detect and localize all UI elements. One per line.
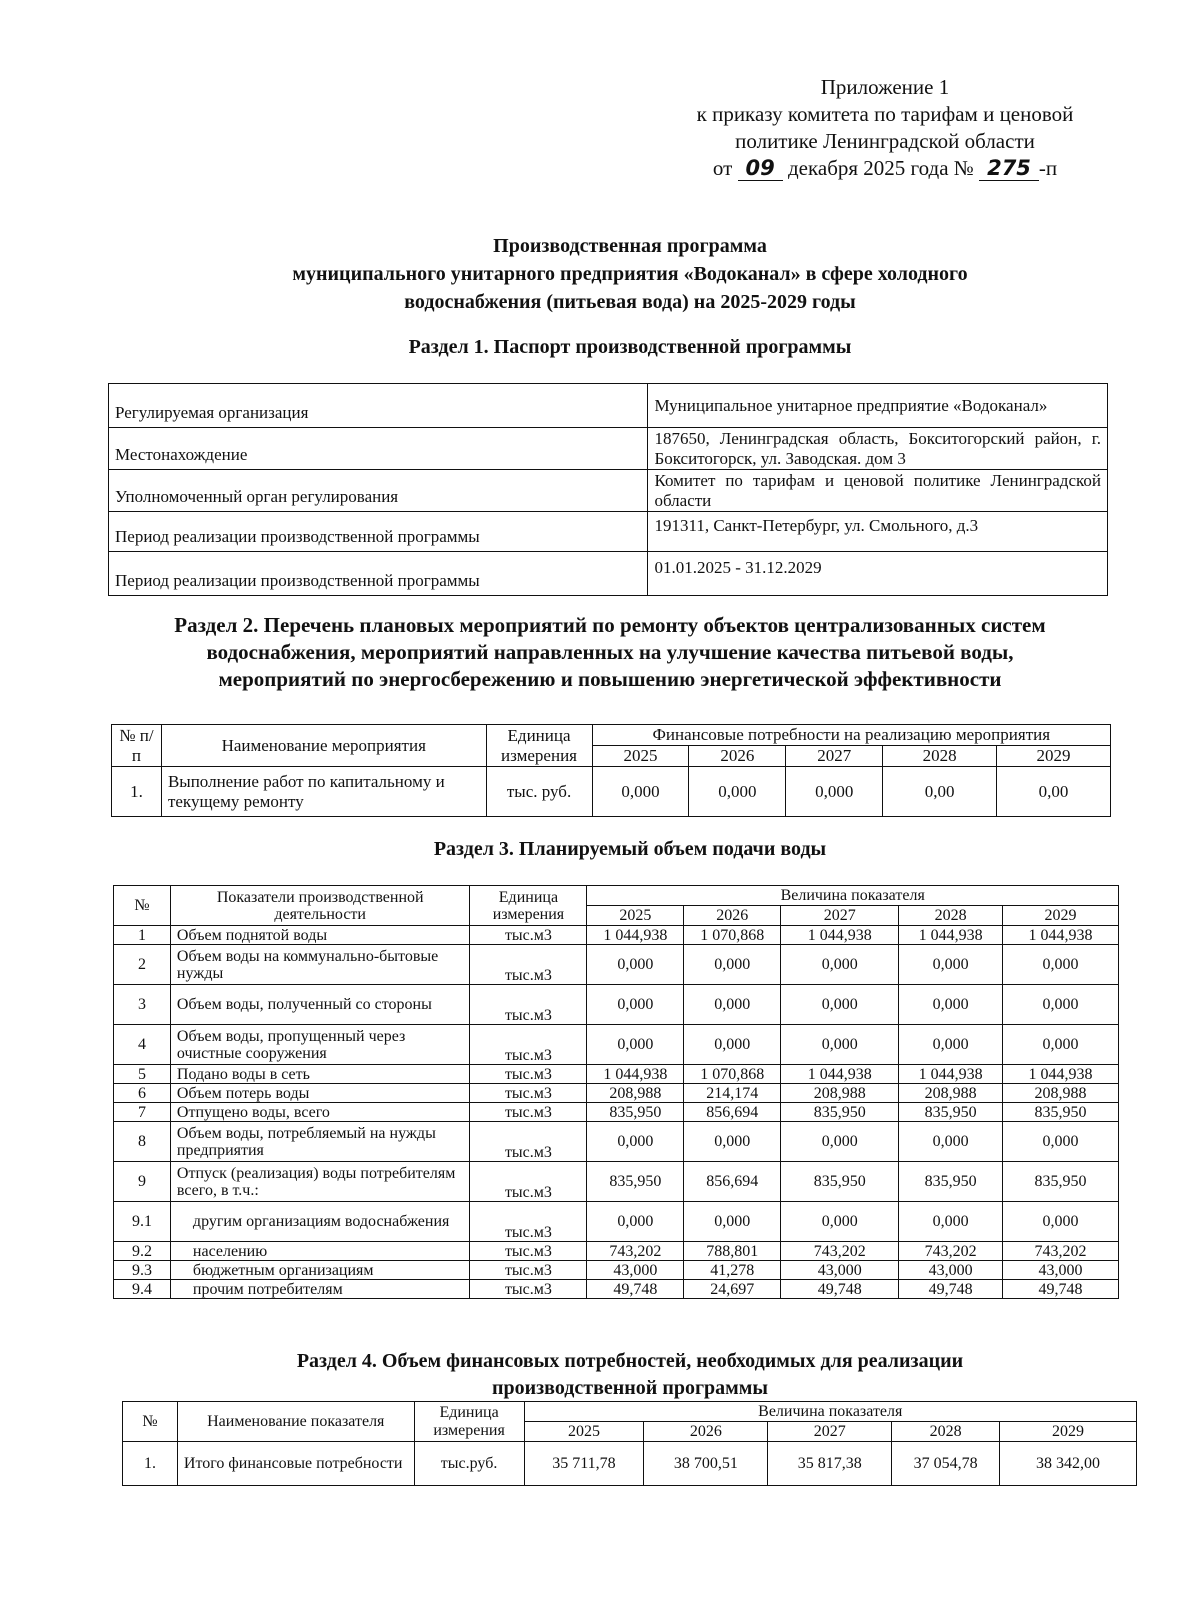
- table-row: [114, 1103, 1119, 1122]
- cell-value: 743,202: [587, 1242, 684, 1261]
- col-header-num: №: [114, 886, 171, 926]
- cell-value: 0,000: [1003, 1122, 1119, 1162]
- passport-value: Муниципальное унитарное предприятие «Водоканал»: [648, 384, 1108, 428]
- header-row: [114, 886, 1119, 906]
- section2-title-line-3: мероприятий по энергосбережению и повышению энергетической эффективности: [218, 667, 1002, 691]
- cell-value: 49,748: [899, 1280, 1003, 1299]
- col-header-year: 2029: [1000, 1422, 1137, 1442]
- order-suffix: -п: [1038, 156, 1058, 180]
- cell-num: 9.3: [114, 1261, 171, 1280]
- cell-value: 0,000: [587, 1122, 684, 1162]
- passport-label: Уполномоченный орган регулирования: [109, 470, 648, 512]
- table-row: [112, 767, 1111, 817]
- cell-value: 1 044,938: [899, 926, 1003, 945]
- cell-value: 38 342,00: [1000, 1442, 1137, 1486]
- document-title: [150, 232, 1110, 316]
- table-row: [109, 384, 1108, 428]
- appendix-line-1: Приложение 1: [820, 75, 950, 99]
- table-row: [114, 1280, 1119, 1299]
- cell-value: 835,950: [781, 1162, 899, 1202]
- cell-num: 5: [114, 1065, 171, 1084]
- cell-value: 0,000: [684, 1202, 781, 1242]
- cell-value: 41,278: [684, 1261, 781, 1280]
- col-header-group: Финансовые потребности на реализацию мероприятия: [592, 725, 1111, 746]
- cell-value: 208,988: [781, 1084, 899, 1103]
- section2-title-line-1: Раздел 2. Перечень плановых мероприятий по ремонту объектов централизованных систем: [174, 613, 1046, 637]
- cell-value: 0,000: [899, 985, 1003, 1025]
- title-line-2: муниципального унитарного предприятия «Водоканал» в сфере холодного: [292, 263, 968, 285]
- cell-value: 788,801: [684, 1242, 781, 1261]
- col-header-year: 2028: [899, 906, 1003, 926]
- cell-num: 6: [114, 1084, 171, 1103]
- title-line-1: Производственная программа: [493, 235, 767, 257]
- cell-value: 1 070,868: [684, 1065, 781, 1084]
- cell-value: 208,988: [1003, 1084, 1119, 1103]
- col-header-year: 2028: [892, 1422, 1000, 1442]
- section4-title: [150, 1348, 1110, 1402]
- cell-unit: тыс.м3: [470, 926, 587, 945]
- cell-unit: тыс.м3: [470, 1242, 587, 1261]
- col-header-unit: Единица измерения: [414, 1402, 524, 1442]
- col-header-year: 2029: [997, 746, 1111, 767]
- cell-value: 1 044,938: [1003, 926, 1119, 945]
- header-row: [123, 1402, 1137, 1422]
- cell-value: 835,950: [1003, 1162, 1119, 1202]
- cell-name: Выполнение работ по капитальному и текущему ремонту: [161, 767, 486, 817]
- passport-value: 01.01.2025 - 31.12.2029: [648, 552, 1108, 596]
- cell-value: 214,174: [684, 1084, 781, 1103]
- cell-value: 856,694: [684, 1162, 781, 1202]
- col-header-year: 2025: [524, 1422, 644, 1442]
- water-supply-table-body: [114, 926, 1119, 1299]
- cell-value: 835,950: [899, 1103, 1003, 1122]
- col-header-year: 2027: [768, 1422, 892, 1442]
- cell-value: 743,202: [899, 1242, 1003, 1261]
- cell-value: 0,000: [899, 1025, 1003, 1065]
- cell-value: 0,000: [781, 1122, 899, 1162]
- col-header-group: Величина показателя: [587, 886, 1119, 906]
- cell-unit: тыс. руб.: [486, 767, 592, 817]
- col-header-group: Величина показателя: [524, 1402, 1136, 1422]
- col-header-unit: Единица измерения: [470, 886, 587, 926]
- cell-num: 2: [114, 945, 171, 985]
- appendix-line-3: политике Ленинградской области: [735, 129, 1035, 153]
- cell-value: 0,000: [781, 945, 899, 985]
- cell-value: 743,202: [1003, 1242, 1119, 1261]
- cell-value: 743,202: [781, 1242, 899, 1261]
- title-line-3: водоснабжения (питьевая вода) на 2025-2029 годы: [404, 291, 856, 313]
- cell-value: 856,694: [684, 1103, 781, 1122]
- col-header-num: №: [123, 1402, 178, 1442]
- cell-value: 43,000: [899, 1261, 1003, 1280]
- cell-unit: тыс.м3: [470, 1162, 587, 1202]
- cell-name: Объем воды, потребляемый на нужды предприятия: [170, 1122, 470, 1162]
- cell-num: 7: [114, 1103, 171, 1122]
- cell-name: населению: [170, 1242, 470, 1261]
- cell-value: 49,748: [781, 1280, 899, 1299]
- cell-num: 1.: [123, 1442, 178, 1486]
- col-header-name: Показатели производственной деятельности: [170, 886, 470, 926]
- table-row: [114, 1122, 1119, 1162]
- cell-value: 1 044,938: [899, 1065, 1003, 1084]
- table-row: [114, 1202, 1119, 1242]
- table-row: [109, 428, 1108, 470]
- cell-value: 208,988: [587, 1084, 684, 1103]
- cell-value: 0,000: [587, 985, 684, 1025]
- cell-num: 3: [114, 985, 171, 1025]
- col-header-unit: Единица измерения: [486, 725, 592, 767]
- cell-value: 0,000: [781, 1025, 899, 1065]
- table-row: [114, 926, 1119, 945]
- cell-value: 49,748: [587, 1280, 684, 1299]
- cell-value: 835,950: [1003, 1103, 1119, 1122]
- appendix-line-2: к приказу комитета по тарифам и ценовой: [696, 102, 1074, 126]
- cell-value: 835,950: [899, 1162, 1003, 1202]
- cell-unit: тыс.м3: [470, 985, 587, 1025]
- water-supply-table: [113, 885, 1119, 1299]
- financial-needs-table: [122, 1401, 1137, 1486]
- cell-num: 9.2: [114, 1242, 171, 1261]
- order-date-line: [640, 155, 1130, 182]
- cell-value: 835,950: [781, 1103, 899, 1122]
- cell-value: 0,000: [587, 945, 684, 985]
- repair-measures-table: [111, 724, 1111, 817]
- table-row: [114, 985, 1119, 1025]
- cell-value: 0,000: [592, 767, 689, 817]
- cell-value: 35 711,78: [524, 1442, 644, 1486]
- cell-name: Объем воды на коммунально-бытовые нужды: [170, 945, 470, 985]
- cell-unit: тыс.м3: [470, 1261, 587, 1280]
- table-row: [114, 1261, 1119, 1280]
- date-prefix: от: [712, 156, 733, 180]
- cell-value: 0,00: [997, 767, 1111, 817]
- col-header-name: Наименование показателя: [177, 1402, 414, 1442]
- cell-unit: тыс.руб.: [414, 1442, 524, 1486]
- cell-value: 1 070,868: [684, 926, 781, 945]
- cell-value: 43,000: [587, 1261, 684, 1280]
- cell-value: 0,000: [689, 767, 786, 817]
- cell-num: 9.4: [114, 1280, 171, 1299]
- cell-name: Объем воды, пропущенный через очистные сооружения: [170, 1025, 470, 1065]
- table-row: [109, 552, 1108, 596]
- table-row: [123, 1442, 1137, 1486]
- cell-value: 0,000: [684, 1025, 781, 1065]
- cell-value: 1 044,938: [587, 1065, 684, 1084]
- cell-unit: тыс.м3: [470, 1280, 587, 1299]
- cell-value: 1 044,938: [1003, 1065, 1119, 1084]
- cell-name: прочим потребителям: [170, 1280, 470, 1299]
- cell-value: 43,000: [781, 1261, 899, 1280]
- cell-value: 37 054,78: [892, 1442, 1000, 1486]
- col-header-year: 2026: [689, 746, 786, 767]
- cell-value: 0,000: [786, 767, 883, 817]
- cell-name: Подано воды в сеть: [170, 1065, 470, 1084]
- cell-unit: тыс.м3: [470, 1103, 587, 1122]
- cell-unit: тыс.м3: [470, 1122, 587, 1162]
- cell-value: 0,000: [899, 1122, 1003, 1162]
- cell-value: 835,950: [587, 1162, 684, 1202]
- section4-title-line-2: производственной программы: [491, 1377, 769, 1399]
- cell-value: 1 044,938: [781, 1065, 899, 1084]
- cell-value: 0,000: [781, 985, 899, 1025]
- table-row: [114, 1084, 1119, 1103]
- col-header-year: 2027: [781, 906, 899, 926]
- table-row: [114, 945, 1119, 985]
- table-row: [109, 470, 1108, 512]
- cell-name: Итого финансовые потребности: [177, 1442, 414, 1486]
- cell-num: 8: [114, 1122, 171, 1162]
- cell-name: бюджетным организациям: [170, 1261, 470, 1280]
- passport-table: [108, 383, 1108, 596]
- table-row: [114, 1242, 1119, 1261]
- cell-value: 835,950: [587, 1103, 684, 1122]
- table-row: [109, 512, 1108, 552]
- cell-value: 0,000: [1003, 945, 1119, 985]
- passport-label: Местонахождение: [109, 428, 648, 470]
- cell-name: другим организациям водоснабжения: [170, 1202, 470, 1242]
- cell-value: 0,000: [781, 1202, 899, 1242]
- col-header-year: 2025: [592, 746, 689, 767]
- cell-value: 0,000: [684, 1122, 781, 1162]
- cell-value: 24,697: [684, 1280, 781, 1299]
- cell-value: 0,00: [883, 767, 997, 817]
- header-row: [112, 725, 1111, 746]
- cell-unit: тыс.м3: [470, 1025, 587, 1065]
- cell-unit: тыс.м3: [470, 945, 587, 985]
- table-row: [114, 1025, 1119, 1065]
- cell-name: Объем поднятой воды: [170, 926, 470, 945]
- cell-value: 49,748: [1003, 1280, 1119, 1299]
- section2-title-line-2: водоснабжения, мероприятий направленных на улучшение качества питьевой воды,: [206, 640, 1014, 664]
- date-rest: декабря 2025 года №: [787, 156, 974, 180]
- cell-value: 0,000: [899, 1202, 1003, 1242]
- col-header-year: 2026: [644, 1422, 768, 1442]
- cell-num: 1: [114, 926, 171, 945]
- section4-title-line-1: Раздел 4. Объем финансовых потребностей, необходимых для реализации: [296, 1350, 964, 1372]
- cell-name: Объем воды, полученный со стороны: [170, 985, 470, 1025]
- table-row: [114, 1065, 1119, 1084]
- cell-name: Объем потерь воды: [170, 1084, 470, 1103]
- cell-value: 208,988: [899, 1084, 1003, 1103]
- cell-value: 35 817,38: [768, 1442, 892, 1486]
- passport-label: Регулируемая организация: [109, 384, 648, 428]
- section3-title: Раздел 3. Планируемый объем подачи воды: [433, 838, 827, 860]
- cell-num: 1.: [112, 767, 162, 817]
- passport-label: Период реализации производственной программы: [109, 512, 648, 552]
- cell-value: 0,000: [1003, 1025, 1119, 1065]
- cell-value: 0,000: [1003, 1202, 1119, 1242]
- section2-title: [100, 612, 1120, 693]
- col-header-year: 2026: [684, 906, 781, 926]
- cell-num: 9.1: [114, 1202, 171, 1242]
- passport-value: Комитет по тарифам и ценовой политике Ленинградской области: [648, 470, 1108, 512]
- col-header-year: 2025: [587, 906, 684, 926]
- col-header-year: 2028: [883, 746, 997, 767]
- cell-value: 1 044,938: [587, 926, 684, 945]
- cell-value: 0,000: [684, 945, 781, 985]
- cell-value: 0,000: [684, 985, 781, 1025]
- passport-value: 187650, Ленинградская область, Бокситогорский район, г. Бокситогорск, ул. Заводская. дом 3: [648, 428, 1108, 470]
- cell-value: 0,000: [899, 945, 1003, 985]
- table-row: [114, 1162, 1119, 1202]
- cell-value: 43,000: [1003, 1261, 1119, 1280]
- section1-title: Раздел 1. Паспорт производственной программы: [408, 336, 852, 358]
- cell-num: 4: [114, 1025, 171, 1065]
- cell-unit: тыс.м3: [470, 1084, 587, 1103]
- appendix-header: [640, 74, 1130, 182]
- cell-value: 0,000: [587, 1202, 684, 1242]
- date-day-handwritten: 09: [738, 156, 783, 181]
- passport-label: Период реализации производственной программы: [109, 552, 648, 596]
- cell-value: 0,000: [1003, 985, 1119, 1025]
- cell-unit: тыс.м3: [470, 1065, 587, 1084]
- col-header-year: 2027: [786, 746, 883, 767]
- cell-value: 0,000: [587, 1025, 684, 1065]
- col-header-name: Наименование мероприятия: [161, 725, 486, 767]
- cell-value: 38 700,51: [644, 1442, 768, 1486]
- cell-value: 1 044,938: [781, 926, 899, 945]
- col-header-num: № п/п: [112, 725, 162, 767]
- col-header-year: 2029: [1003, 906, 1119, 926]
- passport-value: 191311, Санкт-Петербург, ул. Смольного, д.3: [648, 512, 1108, 552]
- cell-name: Отпущено воды, всего: [170, 1103, 470, 1122]
- cell-num: 9: [114, 1162, 171, 1202]
- order-number-handwritten: 275: [979, 156, 1039, 181]
- cell-name: Отпуск (реализация) воды потребителям всего, в т.ч.:: [170, 1162, 470, 1202]
- cell-unit: тыс.м3: [470, 1202, 587, 1242]
